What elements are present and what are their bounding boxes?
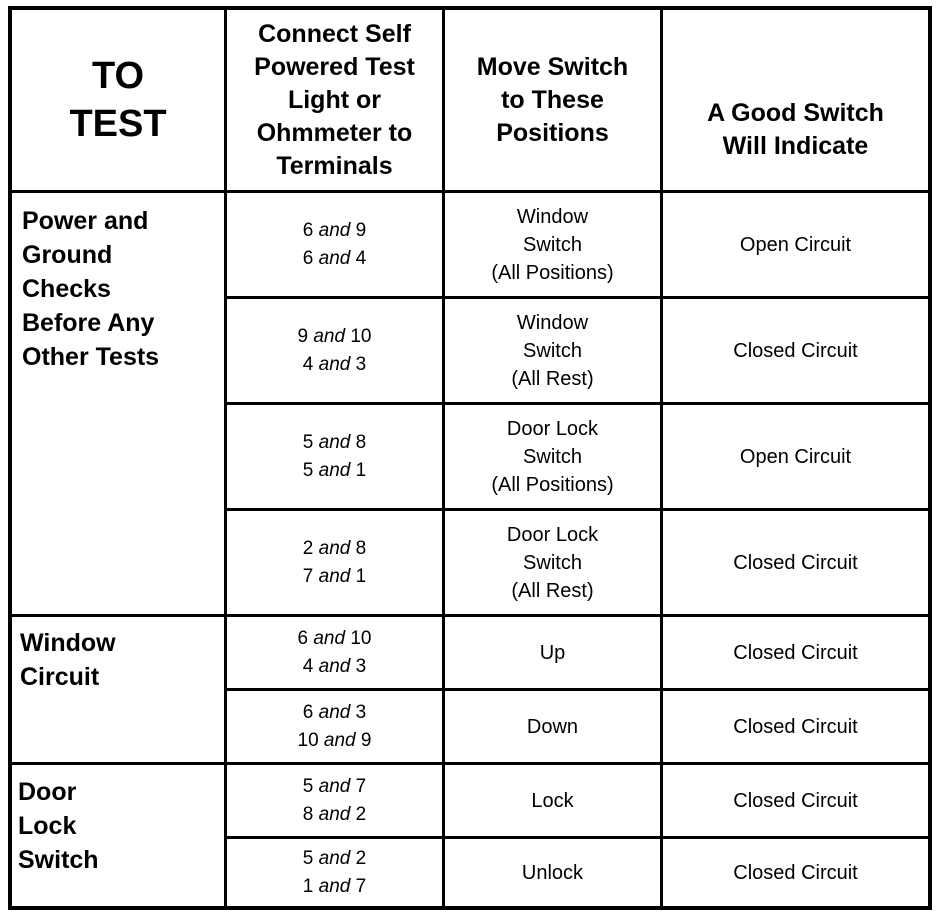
terminal-pair [303,845,366,873]
terminal-number: 6 [302,701,314,723]
and-word: and [318,431,351,453]
and-word: and [318,565,351,587]
group-label-line: Door [18,778,77,806]
terminals-cell [227,617,442,688]
position-line: Switch [523,551,582,574]
terminal-number: 10 [350,325,372,347]
terminal-number: 1 [302,875,314,897]
terminal-number: 7 [355,875,367,897]
terminal-number: 6 [302,247,314,269]
terminal-pair [303,535,366,563]
position-line: (All Rest) [511,579,594,602]
terminal-pair [298,625,372,653]
and-word: and [318,875,351,897]
terminal-number: 5 [302,847,314,869]
terminal-number: 8 [302,803,314,825]
positions-cell [445,765,660,836]
and-word: and [318,459,351,481]
terminal-pair [303,773,366,801]
positions-cell [445,193,660,296]
header-move-line: to These [501,85,604,114]
result-cell [663,839,928,906]
header-connect-line: Powered Test [254,52,415,81]
and-word: and [318,775,351,797]
and-word: and [318,701,351,723]
group-label-door-lock-switch [18,775,99,877]
header-connect-line: Connect Self [258,19,411,48]
position-line: Down [526,715,579,738]
and-word: and [318,803,351,825]
terminal-number: 1 [355,459,367,481]
header-good-line: Will Indicate [722,132,869,160]
and-word: and [313,627,346,649]
result-cell [663,299,928,402]
result-cell [663,617,928,688]
position-line: Lock [531,789,574,812]
position-line: Door Lock [506,523,599,546]
and-word: and [318,537,351,559]
group-label-line: Power and [22,207,149,235]
terminal-number: 10 [297,729,319,751]
terminal-number: 6 [297,627,309,649]
terminals-cell [227,691,442,762]
terminal-number: 9 [355,219,367,241]
terminal-number: 5 [302,459,314,481]
group-label-line: Other Tests [22,343,160,371]
result-text: Closed Circuit [733,861,858,884]
terminal-number: 10 [350,627,372,649]
terminal-number: 7 [355,775,367,797]
positions-cell [445,691,660,762]
and-word: and [318,353,351,375]
position-line: Switch [523,445,582,468]
positions-cell [445,299,660,402]
terminal-number: 4 [302,655,314,677]
terminal-number: 5 [302,431,314,453]
group-label-line: Switch [18,846,99,874]
positions-cell [445,839,660,906]
position-line: (All Positions) [491,261,614,284]
position-line: Up [539,641,566,664]
terminals-cell [227,765,442,836]
terminal-number: 2 [302,537,314,559]
terminal-pair [303,801,366,829]
result-cell [663,765,928,836]
terminal-number: 4 [355,247,367,269]
position-line: Window [516,311,589,334]
header-to-test [12,10,224,190]
group-label-power-ground [22,204,159,374]
position-line: Door Lock [506,417,599,440]
terminal-number: 3 [355,353,367,375]
group-label-line: Checks [22,275,111,303]
result-text: Closed Circuit [733,641,858,664]
header-to-test-line: TO [91,55,145,97]
terminal-number: 2 [355,847,367,869]
terminal-pair [303,429,366,457]
terminal-pair [303,245,366,273]
result-text: Closed Circuit [733,339,858,362]
group-label-line: Before Any [22,309,155,337]
result-text: Open Circuit [739,445,852,468]
terminals-cell [227,839,442,906]
group-label-line: Lock [18,812,77,840]
and-word: and [318,247,351,269]
result-text: Open Circuit [739,233,852,256]
position-line: (All Positions) [491,473,614,496]
terminal-number: 6 [302,219,314,241]
terminal-number: 7 [302,565,314,587]
positions-cell [445,617,660,688]
terminal-number: 9 [297,325,309,347]
header-connect-line: Light or [287,85,381,114]
terminal-pair [303,217,366,245]
terminal-number: 2 [355,803,367,825]
terminal-pair [303,563,366,591]
terminal-number: 1 [355,565,367,587]
group-label-window-circuit [20,626,116,694]
group-label-line: Circuit [20,663,100,691]
terminal-number: 9 [360,729,372,751]
header-good-line: A Good Switch [707,99,884,127]
and-word: and [318,219,351,241]
header-connect-line: Terminals [276,151,393,180]
header-good-switch [663,10,928,190]
result-cell [663,405,928,508]
header-connect-line: Ohmmeter to [256,118,413,147]
positions-cell [445,511,660,614]
and-word: and [318,847,351,869]
terminals-cell [227,299,442,402]
terminal-pair [298,653,372,681]
terminal-number: 3 [355,655,367,677]
terminals-cell [227,405,442,508]
position-line: Switch [523,339,582,362]
and-word: and [318,655,351,677]
result-cell [663,691,928,762]
header-to-test-line: TEST [69,103,167,145]
terminal-number: 4 [302,353,314,375]
result-text: Closed Circuit [733,789,858,812]
group-label-line: Ground [22,241,113,269]
position-line: Window [516,205,589,228]
terminal-number: 8 [355,537,367,559]
positions-cell [445,405,660,508]
terminal-pair [303,457,366,485]
header-move-line: Move Switch [476,52,629,81]
position-line: Unlock [521,861,584,884]
result-text: Closed Circuit [733,715,858,738]
terminal-number: 8 [355,431,367,453]
position-line: Switch [523,233,582,256]
switch-test-table [8,6,932,910]
terminal-pair [303,873,366,901]
header-move-line: Positions [496,118,609,147]
position-line: (All Rest) [511,367,594,390]
terminal-pair [298,699,372,727]
terminal-number: 3 [355,701,367,723]
terminal-pair [298,323,372,351]
terminal-pair [298,727,372,755]
result-cell [663,511,928,614]
terminals-cell [227,511,442,614]
and-word: and [313,325,346,347]
result-cell [663,193,928,296]
group-label-line: Window [20,629,116,657]
terminals-cell [227,193,442,296]
terminal-number: 5 [302,775,314,797]
result-text: Closed Circuit [733,551,858,574]
terminal-pair [298,351,372,379]
header-connect-terminals [227,10,442,190]
and-word: and [323,729,356,751]
header-move-switch [445,10,660,190]
